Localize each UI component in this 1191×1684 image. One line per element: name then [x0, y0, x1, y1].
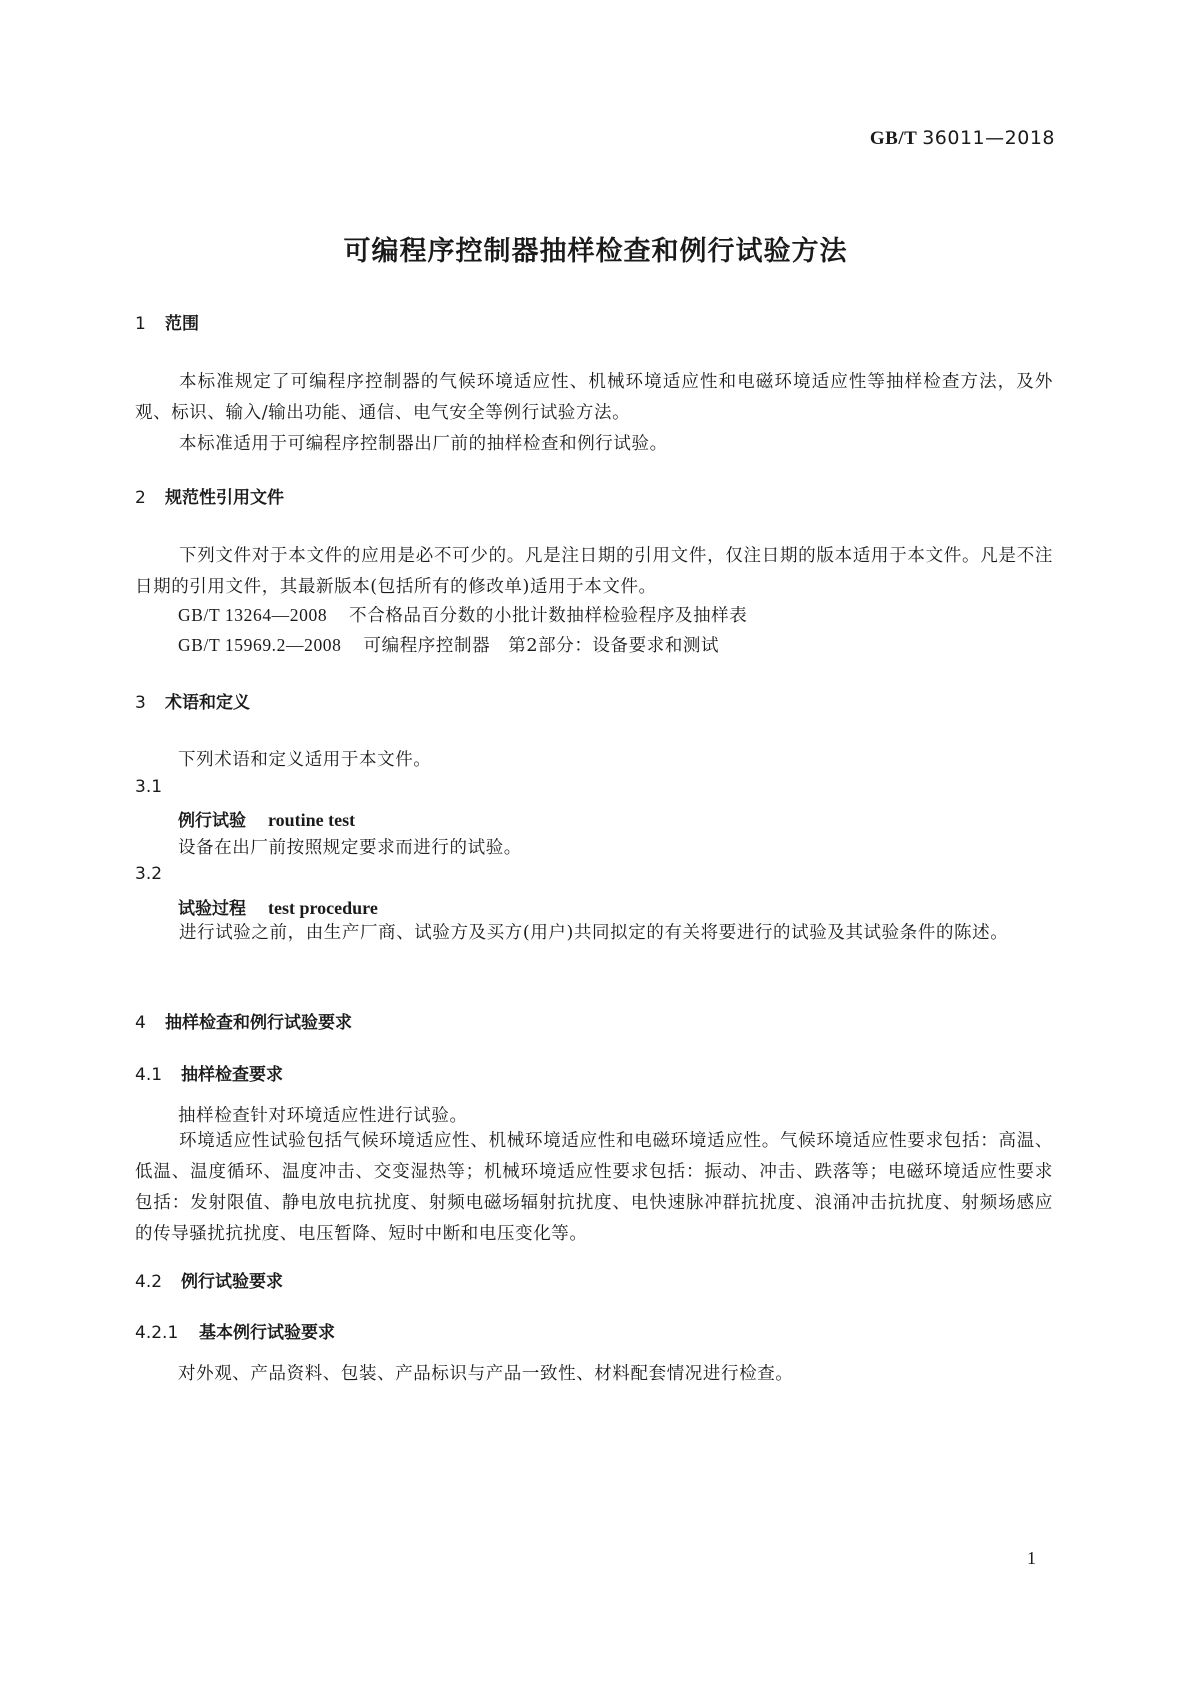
- subsection-title: 基本例行试验要求: [199, 1323, 335, 1343]
- standard-prefix: GB/T: [869, 128, 917, 149]
- section-title: 范围: [165, 314, 199, 334]
- section-1-paragraph-1: 本标准规定了可编程序控制器的气候环境适应性、机械环境适应性和电磁环境适应性等抽样检查方法，及外观、标识、输入/输出功能、通信、电气安全等例行试验方法。: [135, 372, 1053, 423]
- reference-code: GB/T 13264—2008: [178, 605, 328, 625]
- subsection-number: 4.1: [135, 1065, 163, 1085]
- standard-number: [870, 127, 1055, 150]
- reference-title: 不合格品百分数的小批计数抽样检验程序及抽样表: [349, 606, 748, 626]
- standard-code: 36011—2018: [922, 127, 1055, 149]
- term-chinese: 例行试验: [178, 811, 246, 831]
- subsection-4-1-paragraph-1: 抽样检查针对环境适应性进行试验。: [178, 1106, 468, 1126]
- term-number: 3.1: [135, 777, 163, 797]
- reference-item: [178, 602, 747, 627]
- section-2-paragraph-1: 下列文件对于本文件的应用是必不可少的。凡是注日期的引用文件，仅注日期的版本适用于本文件。凡是不注日期的引用文件，其最新版本(包括所有的修改单)适用于本文件。: [135, 546, 1053, 597]
- section-3-heading: [135, 688, 250, 713]
- term-heading: [178, 894, 378, 919]
- term-number: 3.2: [135, 864, 163, 884]
- section-title: 抽样检查和例行试验要求: [165, 1013, 352, 1033]
- section-number: 1: [135, 314, 146, 334]
- section-4-heading: [135, 1008, 352, 1033]
- term-definition: 进行试验之前，由生产厂商、试验方及买方(用户)共同拟定的有关将要进行的试验及其试验条件的陈述。: [179, 923, 1009, 943]
- subsection-title: 例行试验要求: [181, 1272, 283, 1292]
- page-number: 1: [1027, 1548, 1036, 1568]
- term-definition: 设备在出厂前按照规定要求而进行的试验。: [178, 838, 522, 858]
- section-number: 3: [135, 693, 146, 713]
- document-title: 可编程序控制器抽样检查和例行试验方法: [343, 236, 848, 267]
- subsection-4-2-heading: [135, 1267, 283, 1292]
- subsection-4-1-paragraph-2: 环境适应性试验包括气候环境适应性、机械环境适应性和电磁环境适应性。气候环境适应性要求包括：高温、低温、温度循环、温度冲击、交变湿热等；机械环境适应性要求包括：振动、冲击、跌落等；电磁环境适应性要求包括：发射限值、静电放电抗扰度、射频电磁场辐射抗扰度、电快速脉冲群抗扰度、浪涌冲击抗扰度、射频场感应的传导骚扰抗扰度、电压暂降、短时中断和电压变化等。: [135, 1131, 1053, 1244]
- section-title: 规范性引用文件: [165, 488, 284, 508]
- subsection-4-1-heading: [135, 1060, 283, 1085]
- section-number: 4: [135, 1013, 146, 1033]
- term-heading: [178, 806, 355, 831]
- term-english: routine test: [268, 810, 356, 830]
- subsection-4-2-1-heading: [135, 1318, 335, 1343]
- section-3-intro: 下列术语和定义适用于本文件。: [178, 750, 432, 770]
- reference-code: GB/T 15969.2—2008: [178, 635, 342, 655]
- subsection-number: 4.2: [135, 1272, 163, 1292]
- section-1-paragraph-2: 本标准适用于可编程序控制器出厂前的抽样检查和例行试验。: [179, 434, 668, 454]
- section-title: 术语和定义: [165, 693, 250, 713]
- subsection-4-2-1-paragraph-1: 对外观、产品资料、包装、产品标识与产品一致性、材料配套情况进行检查。: [178, 1364, 794, 1384]
- term-chinese: 试验过程: [178, 899, 246, 919]
- reference-item: [178, 632, 719, 657]
- section-2-heading: [135, 483, 284, 508]
- section-1-heading: [135, 309, 199, 334]
- reference-title: 可编程序控制器 第2部分：设备要求和测试: [363, 636, 720, 656]
- term-english: test procedure: [268, 898, 378, 918]
- subsection-number: 4.2.1: [135, 1323, 179, 1343]
- section-number: 2: [135, 488, 146, 508]
- subsection-title: 抽样检查要求: [181, 1065, 283, 1085]
